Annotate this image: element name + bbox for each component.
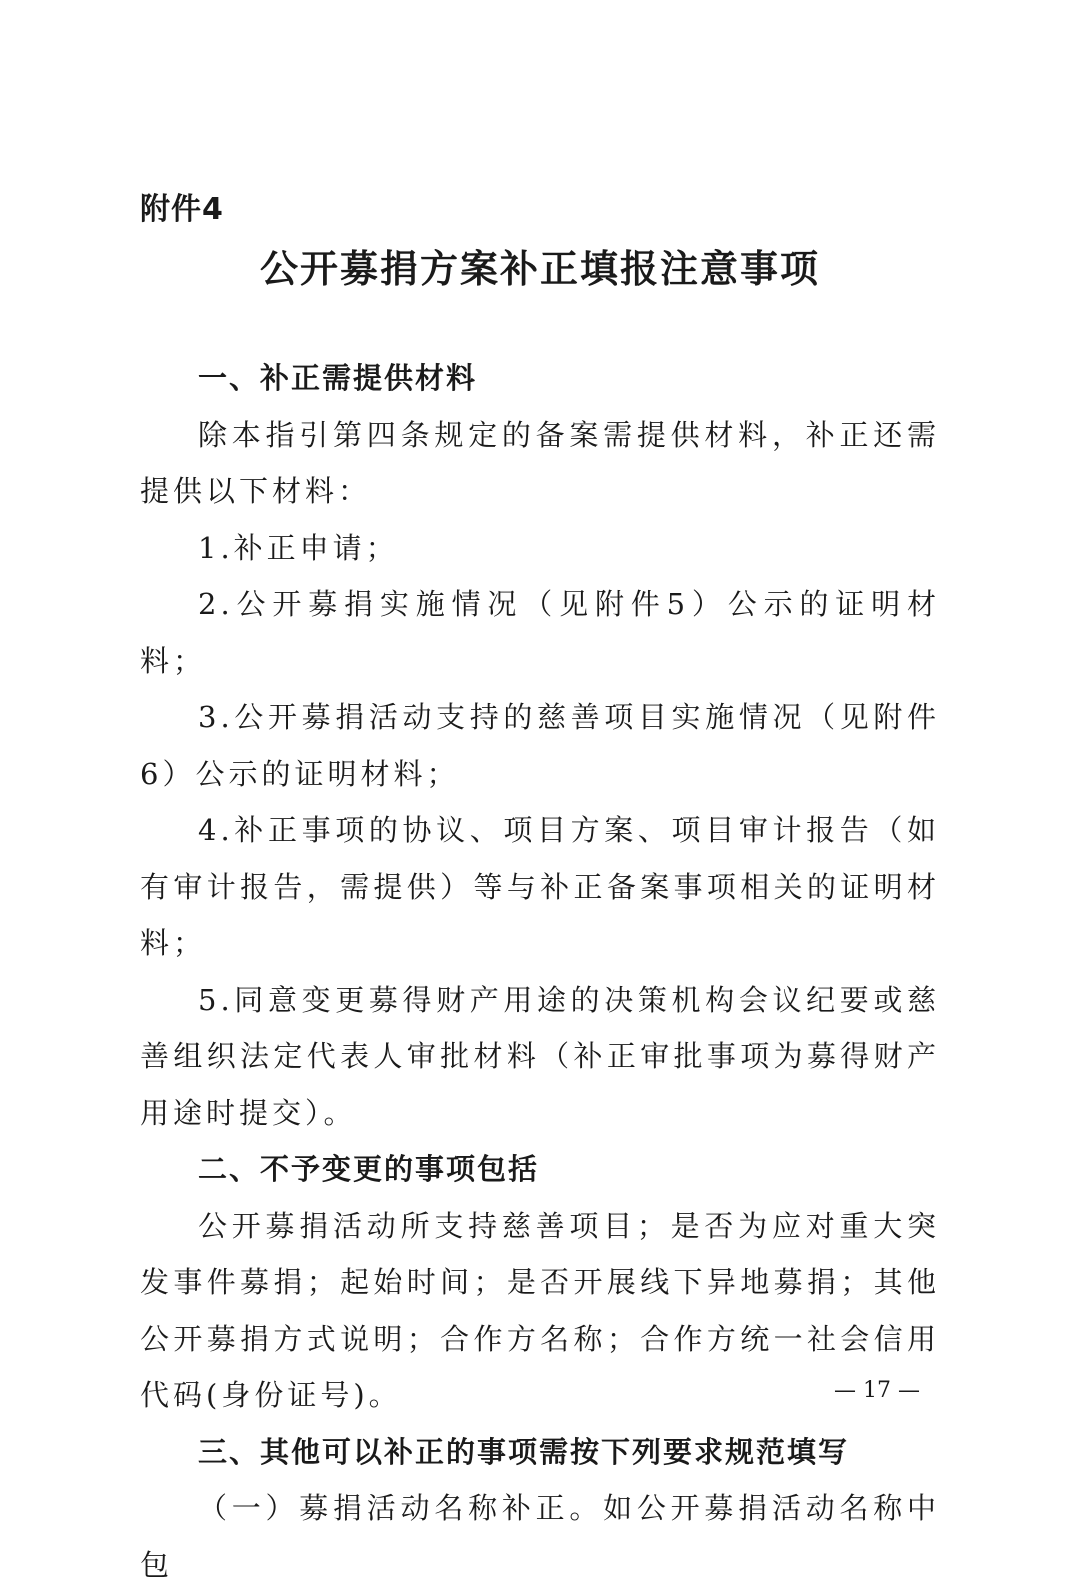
section-1-intro: 除本指引第四条规定的备案需提供材料，补正还需提供以下材料： bbox=[140, 417, 940, 508]
list-item: 1.补正申请； bbox=[198, 530, 399, 565]
document-body bbox=[140, 350, 940, 1593]
page-number: — 17 — bbox=[834, 1378, 920, 1403]
document-title: 公开募捐方案补正填报注意事项 bbox=[259, 246, 820, 291]
section-heading-2: 二、不予变更的事项包括 bbox=[198, 1152, 540, 1186]
list-item: 3.公开募捐活动支持的慈善项目实施情况（见附件6）公示的证明材料； bbox=[140, 700, 940, 791]
section-heading-1: 一、补正需提供材料 bbox=[198, 361, 478, 395]
section-2-text: 公开募捐活动所支持慈善项目；是否为应对重大突发事件募捐；起始时间；是否开展线下异地募捐；其他公开募捐方式说明；合作方名称；合作方统一社会信用代码(身份证号)。 bbox=[140, 1208, 940, 1412]
attachment-label: 附件4 bbox=[140, 192, 224, 227]
section-3-item-1: （一）募捐活动名称补正。如公开募捐活动名称中包 bbox=[140, 1491, 940, 1582]
list-item: 4.补正事项的协议、项目方案、项目审计报告（如有审计报告，需提供）等与补正备案事项相关的证明材料； bbox=[140, 813, 940, 960]
list-item: 5.同意变更募得财产用途的决策机构会议纪要或慈善组织法定代表人审批材料（补正审批事项为募得财产用途时提交）。 bbox=[140, 982, 940, 1130]
list-item: 2.公开募捐实施情况（见附件5）公示的证明材料； bbox=[140, 587, 940, 678]
section-heading-3: 三、其他可以补正的事项需按下列要求规范填写 bbox=[198, 1434, 850, 1469]
